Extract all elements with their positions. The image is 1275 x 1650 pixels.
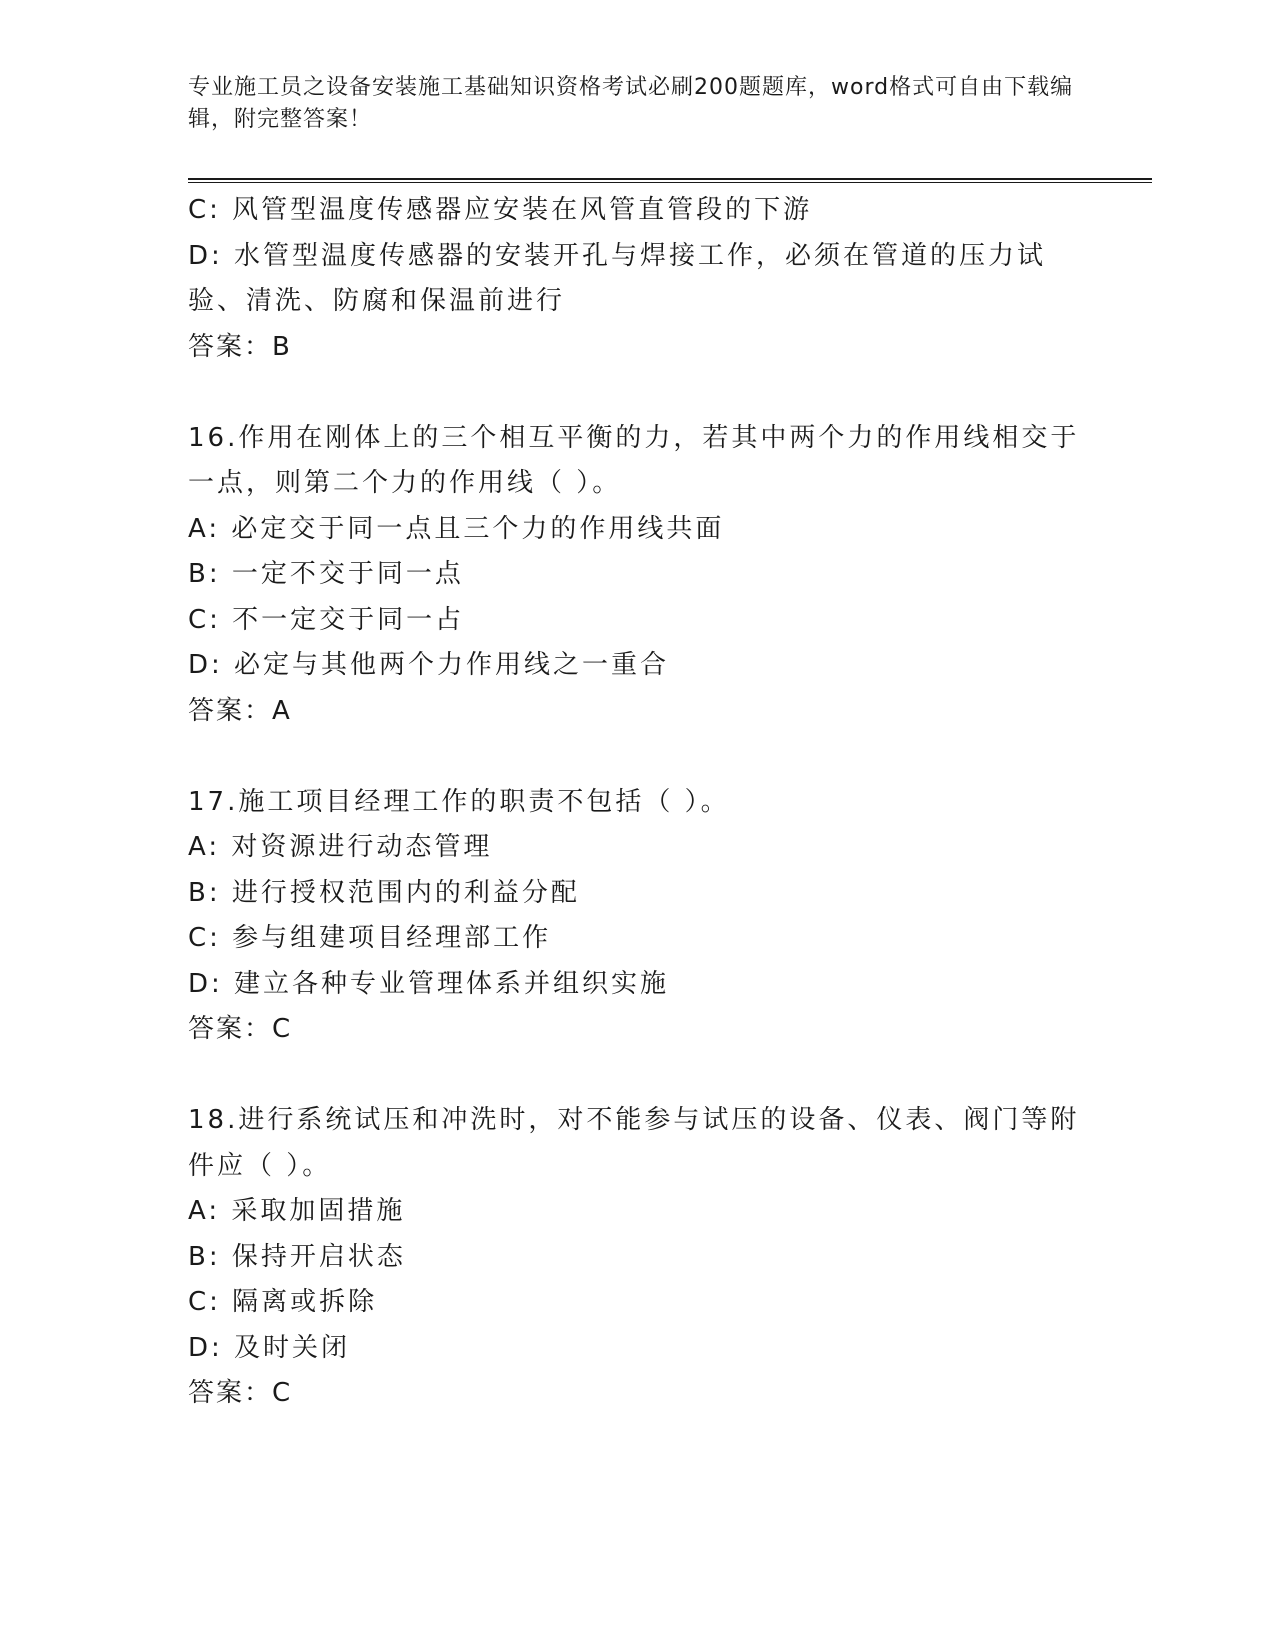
- spacer: [188, 1053, 1088, 1099]
- document-body: [188, 188, 1088, 1417]
- question-stem: 16.作用在刚体上的三个相互平衡的力，若其中两个力的作用线相交于一点，则第二个力的作用线（ ）。: [188, 422, 1080, 498]
- option-d: D: 及时关闭: [188, 1332, 351, 1363]
- option-c: C: 隔离或拆除: [188, 1287, 378, 1317]
- question-16: [188, 416, 1088, 735]
- option-d: D: 必定与其他两个力作用线之一重合: [188, 650, 670, 680]
- option-d: D: 建立各种专业管理体系并组织实施: [188, 968, 670, 999]
- option-c: C: 参与组建项目经理部工作: [188, 923, 552, 953]
- previous-question-tail: [188, 188, 1088, 370]
- question-stem: 17.施工项目经理工作的职责不包括（ ）。: [188, 786, 730, 817]
- spacer: [188, 734, 1088, 780]
- option-a: A: 采取加固措施: [188, 1196, 406, 1226]
- answer: 答案：C: [188, 1014, 293, 1044]
- option-d: D: 水管型温度传感器的安装开孔与焊接工作，必须在管道的压力试验、清洗、防腐和保温前进行: [188, 240, 1047, 316]
- option-b: B: 一定不交于同一点: [188, 559, 464, 589]
- header-divider: [188, 178, 1152, 183]
- option-b: B: 保持开启状态: [188, 1241, 406, 1272]
- option-b: B: 进行授权范围内的利益分配: [188, 877, 580, 908]
- question-18: [188, 1098, 1088, 1417]
- option-c: C: 风管型温度传感器应安装在风管直管段的下游: [188, 195, 813, 225]
- option-a: A: 必定交于同一点且三个力的作用线共面: [188, 513, 725, 544]
- spacer: [188, 370, 1088, 416]
- answer: 答案：B: [188, 331, 292, 362]
- question-17: [188, 780, 1088, 1053]
- page-header: 专业施工员之设备安装施工基础知识资格考试必刷200题题库，word格式可自由下载编辑，附完整答案！: [188, 75, 1074, 132]
- answer: 答案：C: [188, 1378, 293, 1408]
- answer: 答案：A: [188, 695, 292, 726]
- question-stem: 18.进行系统试压和冲洗时，对不能参与试压的设备、仪表、阀门等附件应（ ）。: [188, 1105, 1080, 1181]
- option-a: A: 对资源进行动态管理: [188, 832, 493, 862]
- option-c: C: 不一定交于同一占: [188, 604, 465, 635]
